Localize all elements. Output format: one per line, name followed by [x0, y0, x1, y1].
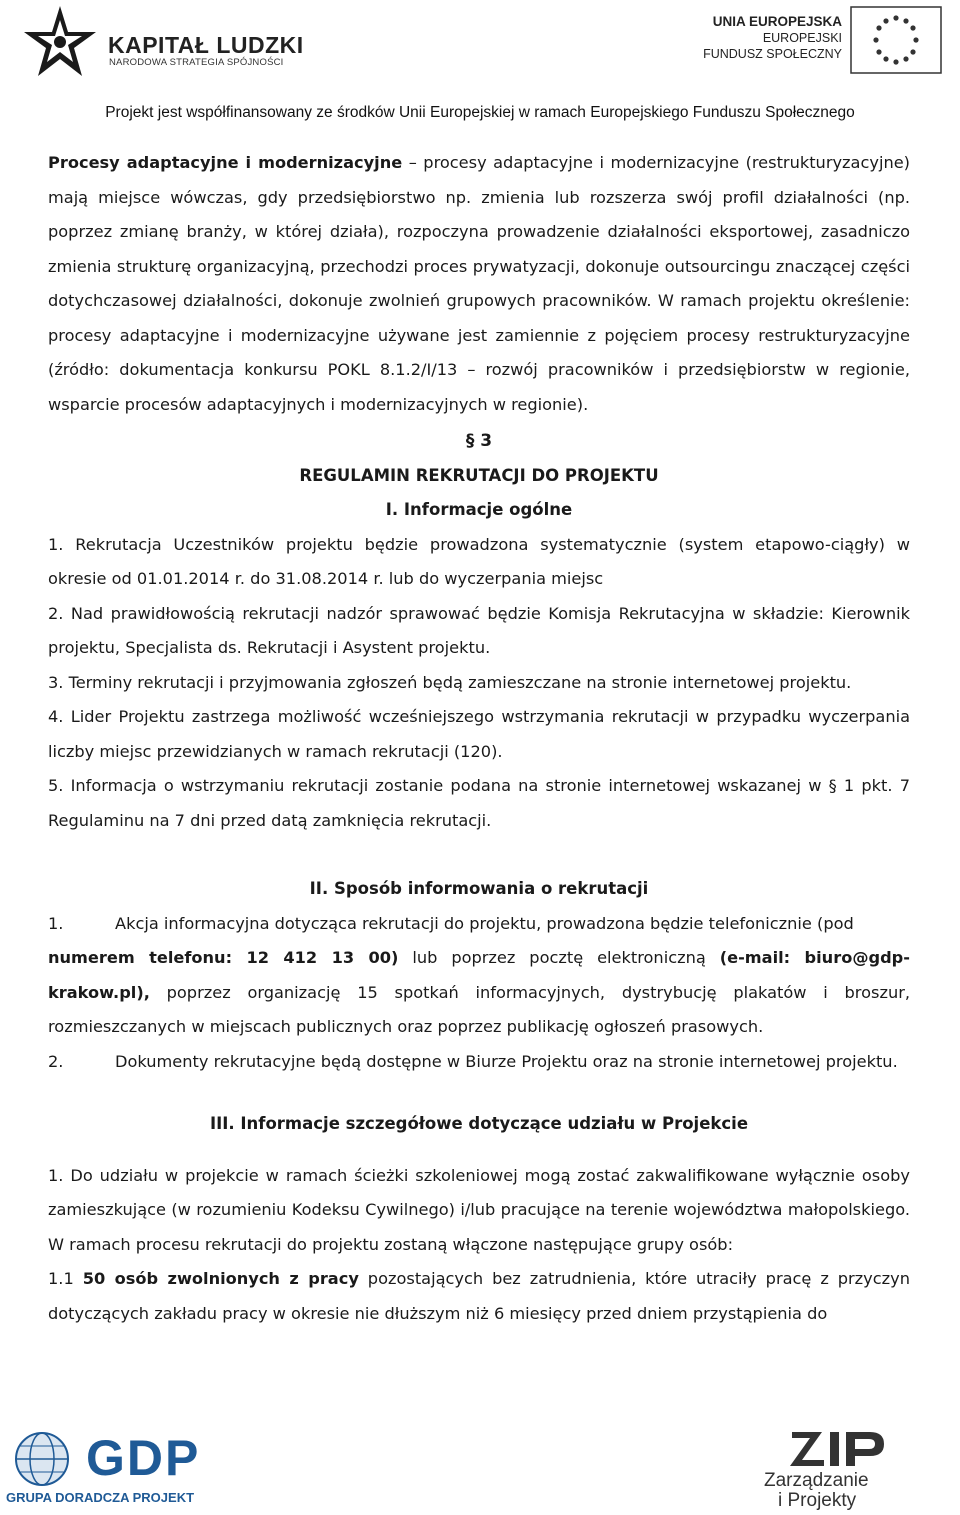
part2-item-1-text-c: poprzez organizację 15 spotkań informacyjnych, dystrybucję plakatów i broszur, rozmieszczanych w miejscach publicznych oraz poprzez publikację ogłoszeń prasowych. — [48, 982, 910, 1036]
part2-item-1-text-a: Akcja informacyjna dotycząca rekrutacji do projektu, prowadzona będzie telefonicznie (pod — [115, 913, 854, 933]
eu-line-3: FUNDUSZ SPOŁECZNY — [703, 47, 842, 61]
zip-logo — [760, 1428, 920, 1512]
part2-item-1-continuation — [48, 941, 910, 1045]
part3-item-1-1-number: 1.1 — [48, 1269, 83, 1288]
page-header — [0, 0, 960, 121]
part2-heading: II. Sposób informowania o rekrutacji — [309, 879, 649, 898]
part3-item-1-1 — [48, 1262, 910, 1331]
part1-item-3: 3. Terminy rekrutacji i przyjmowania zgłoszeń będą zamieszczane na stronie internetowej projektu. — [48, 672, 852, 692]
definition-term: Procesy adaptacyjne i modernizacyjne — [48, 153, 403, 172]
part3-item-1-1-bold: 50 osób zwolnionych z pracy — [82, 1269, 359, 1288]
eu-logo-text — [703, 14, 842, 62]
part3-item-1-1-text: pozostających bez zatrudnienia, które utraciły pracę z przyczyn dotyczących zakładu pracy w okresie nie dłuższym niż 6 miesięcy przed dniem przystąpienia do — [48, 1269, 910, 1323]
part2-item-2-text: Dokumenty rekrutacyjne będą dostępne w Biurze Projektu oraz na stronie internetowej projektu. — [115, 1051, 898, 1071]
part1-heading: I. Informacje ogólne — [385, 500, 573, 519]
kapital-ludzki-title: KAPITAŁ LUDZKI — [108, 32, 304, 58]
part2-item-1-first-line — [115, 907, 910, 942]
section-number: § 3 — [465, 431, 493, 451]
kapital-ludzki-logo — [20, 2, 304, 80]
part2-item-1-number: 1. — [48, 913, 64, 933]
eu-line-1: UNIA EUROPEJSKA — [712, 14, 842, 29]
definition-paragraph — [48, 146, 910, 422]
eu-logo — [703, 6, 950, 80]
zip-line-1: Zarządzanie — [764, 1470, 869, 1491]
part2-item-1 — [48, 907, 910, 942]
document-body — [48, 146, 910, 1331]
part1-item-2: 2. Nad prawidłowością rekrutacji nadzór sprawować będzie Komisja Rekrutacyjna w składzie: Kierownik projektu, Specjalista ds. Rekrutacji i Asystent projektu. — [48, 603, 910, 657]
kapital-ludzki-star-icon — [20, 2, 100, 80]
part3-item-1: 1. Do udziału w projekcie w ramach ścieżki szkoleniowej mogą zostać zakwalifikowane wyłącznie osoby zamieszkujące (w rozumieniu Kodeksu Cywilnego) i/lub pracujące na terenie województwa małopolskiego. W ramach procesu rekrutacji do projektu zostaną włączone następujące grupy osób: — [48, 1165, 910, 1254]
zip-mark-icon — [788, 1428, 888, 1470]
gdp-logo — [6, 1428, 221, 1510]
section-title: REGULAMIN REKRUTACJI DO PROJEKTU — [299, 465, 659, 485]
gdp-globe-icon — [6, 1430, 80, 1488]
eu-flag-icon — [850, 6, 942, 74]
definition-text: – procesy adaptacyjne i modernizacyjne (restrukturyzacyjne) mają miejsce wówczas, gdy przedsiębiorstwo np. zmienia lub rozszerza swój profil działalności (np. poprzez zmianę branży, w której działa), rozpoczyna prowadzenie działalności eksportowej, zasadniczo zmienia strukturę organizacyjną, przechodzi proces prywatyzacji, dokonuje outsourcingu znaczącej części dotychczasowej działalności, dokonuje zwolnień grupowych pracowników. W ramach projektu określenie: procesy adaptacyjne i modernizacyjne używane jest zamiennie z pojęciem procesy restrukturyzacyjne (źródło: dokumentacja konkursu POKL 8.1.2/I/13 – rozwój pracowników i przedsiębiorstw w regionie, wsparcie procesów adaptacyjnych i modernizacyjnych w regionie). — [48, 153, 910, 414]
cofinancing-note: Projekt jest współfinansowany ze środków Unii Europejskiej w ramach Europejskiego Funduszu Społecznego — [105, 104, 855, 121]
part1-item-4: 4. Lider Projektu zastrzega możliwość wcześniejszego wstrzymania rekrutacji w przypadku wyczerpania liczby miejsc przewidzianych w ramach rekrutacji (120). — [48, 707, 910, 761]
gdp-name: GDP — [86, 1430, 201, 1486]
part1-item-5: 5. Informacja o wstrzymaniu rekrutacji zostanie podana na stronie internetowej wskazanej w § 1 pkt. 7 Regulaminu na 7 dni przed datą zamknięcia rekrutacji. — [48, 776, 910, 830]
part3-heading: III. Informacje szczegółowe dotyczące udziału w Projekcie — [209, 1114, 749, 1133]
contact-email: (e-mail: biuro@gdp-krakow.pl), — [48, 948, 910, 1002]
kapital-ludzki-subtitle: NARODOWA STRATEGIA SPÓJNOŚCI — [109, 57, 284, 68]
part2-item-2 — [48, 1045, 910, 1080]
part2-item-1-text-b: lub poprzez pocztę elektroniczną — [398, 948, 720, 967]
contact-phone: numerem telefonu: 12 412 13 00) — [48, 948, 399, 967]
zip-line-2: i Projekty — [778, 1490, 857, 1511]
eu-line-2: EUROPEJSKI — [762, 31, 842, 45]
gdp-subtitle: GRUPA DORADCZA PROJEKT — [6, 1490, 195, 1505]
part1-item-1: 1. Rekrutacja Uczestników projektu będzie prowadzona systematycznie (system etapowo-ciągły) w okresie od 01.01.2014 r. do 31.08.2014 r. lub do wyczerpania miejsc — [48, 534, 910, 588]
part2-item-2-number: 2. — [48, 1051, 64, 1071]
